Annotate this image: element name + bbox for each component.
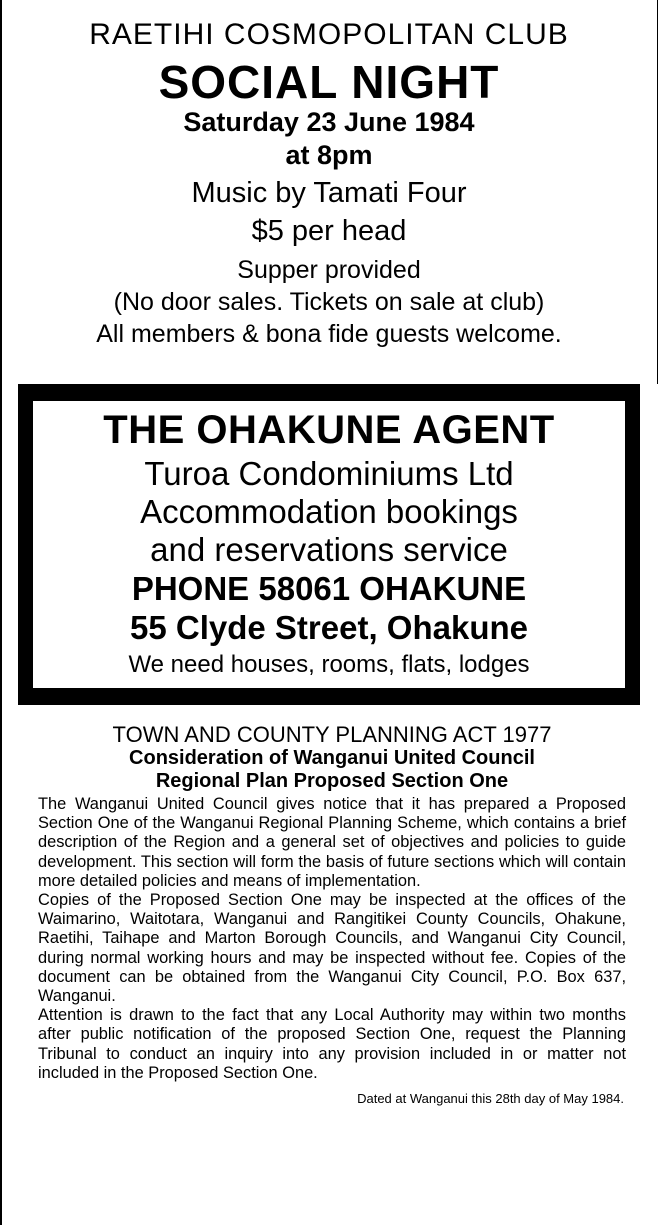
event-title: SOCIAL NIGHT (158, 56, 500, 108)
agent-address: 55 Clyde Street, Ohakune (130, 609, 528, 646)
agent-title: THE OHAKUNE AGENT (103, 408, 555, 452)
event-date: Saturday 23 June 1984 (183, 107, 475, 137)
notice-act-title: TOWN AND COUNTY PLANNING ACT 1977 (112, 722, 552, 747)
notice-subtitle-1: Consideration of Wanganui United Council (129, 747, 535, 769)
notice-paragraph-2: Copies of the Proposed Section One may be inspected at the offices of the Waimarino, Waitotara, Wanganui and Rangitikei County Councils, Ohakune, Raetihi, Taihape and Marton Borough Councils, and Wanganui City Council, during normal working hours and may be inspected without fee. Copies of the document can be obtained from the Wanganui City Council, P.O. Box 637, Wanganui. (38, 891, 626, 1006)
event-welcome: All members & bona fide guests welcome. (96, 320, 562, 348)
notice-body (38, 795, 626, 1083)
notice-subtitle-2: Regional Plan Proposed Section One (155, 770, 509, 792)
notice-paragraph-1: The Wanganui United Council gives notice that it has prepared a Proposed Section One of the Wanganui Regional Planning Scheme, which contains a brief description of the Region and a general set of objectives and policies to guide development. This section will form the basis of future sections which will contain more detailed policies and means of implementation. (38, 795, 626, 890)
agent-service-2: and reservations service (150, 531, 508, 568)
agent-need: We need houses, rooms, flats, lodges (128, 651, 530, 678)
event-music: Music by Tamati Four (191, 177, 467, 209)
club-name: RAETIHI COSMOPOLITAN CLUB (89, 18, 569, 51)
planning-notice (38, 723, 626, 1106)
event-price: $5 per head (251, 215, 407, 247)
notice-paragraph-3: Attention is drawn to the fact that any Local Authority may within two months after public notification of the proposed Section One, request the Planning Tribunal to conduct an inquiry into any provision included in or matter not included in the Proposed Section One. (38, 1006, 626, 1082)
social-night-ad (0, 0, 658, 350)
event-supper: Supper provided (237, 256, 421, 284)
event-tickets: (No door sales. Tickets on sale at club) (113, 288, 545, 316)
agent-company: Turoa Condominiums Ltd (144, 455, 514, 492)
agent-phone: PHONE 58061 OHAKUNE (131, 570, 527, 607)
notice-dated: Dated at Wanganui this 28th day of May 1984. (357, 1091, 624, 1107)
ohakune-agent-ad (18, 384, 640, 705)
agent-ad-inner (33, 401, 625, 688)
event-time: at 8pm (285, 140, 373, 170)
agent-service-1: Accommodation bookings (140, 493, 518, 530)
